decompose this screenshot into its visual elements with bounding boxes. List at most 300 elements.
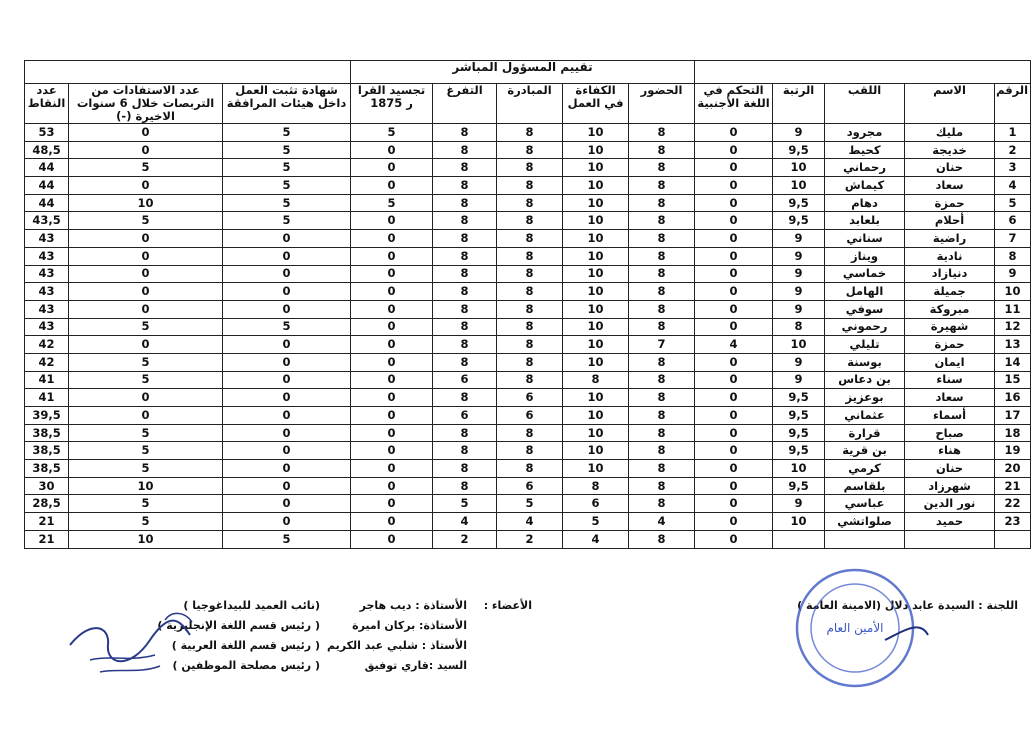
cell-points: 28,5 bbox=[25, 495, 69, 513]
cell-surname: كيماش bbox=[825, 177, 905, 195]
table-row bbox=[25, 336, 1031, 354]
evaluation-sheet bbox=[24, 60, 1029, 549]
cell-comp: 10 bbox=[563, 159, 629, 177]
cell-att: 8 bbox=[629, 283, 695, 301]
cell-ded: 4 bbox=[433, 513, 497, 531]
table-row bbox=[25, 353, 1031, 371]
cell-rank: 9,5 bbox=[773, 141, 825, 159]
cell-lang: 0 bbox=[695, 530, 773, 548]
cell-surname: عباسي bbox=[825, 495, 905, 513]
cell-comp: 10 bbox=[563, 424, 629, 442]
cell-cert: 0 bbox=[223, 371, 351, 389]
cell-points: 38,5 bbox=[25, 442, 69, 460]
cell-lang: 0 bbox=[695, 230, 773, 248]
cell-init: 4 bbox=[497, 513, 563, 531]
cell-surname: خماسي bbox=[825, 265, 905, 283]
cell-lang: 0 bbox=[695, 141, 773, 159]
cell-cert: 0 bbox=[223, 424, 351, 442]
cell-ded: 8 bbox=[433, 265, 497, 283]
cell-surname: بوعزيز bbox=[825, 389, 905, 407]
cell-embody: 0 bbox=[351, 477, 433, 495]
cell-points: 39,5 bbox=[25, 407, 69, 425]
cell-lang: 0 bbox=[695, 424, 773, 442]
cell-rank: 9 bbox=[773, 283, 825, 301]
cell-ded: 8 bbox=[433, 212, 497, 230]
cell-init: 6 bbox=[497, 389, 563, 407]
cell-comp: 10 bbox=[563, 283, 629, 301]
cell-init: 8 bbox=[497, 460, 563, 478]
cell-points: 44 bbox=[25, 159, 69, 177]
cell-ded: 5 bbox=[433, 495, 497, 513]
cell-lang: 0 bbox=[695, 247, 773, 265]
cell-att: 8 bbox=[629, 159, 695, 177]
cell-num: 10 bbox=[995, 283, 1031, 301]
cell-lang: 0 bbox=[695, 212, 773, 230]
cell-ded: 8 bbox=[433, 124, 497, 142]
cell-cert: 0 bbox=[223, 265, 351, 283]
cell-rank: 9,5 bbox=[773, 407, 825, 425]
cell-cert: 5 bbox=[223, 124, 351, 142]
cell-surname: تليلي bbox=[825, 336, 905, 354]
cell-att: 8 bbox=[629, 389, 695, 407]
cell-name: سناء bbox=[905, 371, 995, 389]
cell-surname: بن قرية bbox=[825, 442, 905, 460]
cell-comp: 10 bbox=[563, 407, 629, 425]
cell-comp: 10 bbox=[563, 141, 629, 159]
cell-surname: بوسنة bbox=[825, 353, 905, 371]
cell-name: سعاد bbox=[905, 177, 995, 195]
cell-name: جميلة bbox=[905, 283, 995, 301]
cell-train: 0 bbox=[69, 230, 223, 248]
cell-points: 42 bbox=[25, 353, 69, 371]
cell-init: 2 bbox=[497, 530, 563, 548]
cell-att: 8 bbox=[629, 353, 695, 371]
cell-init: 8 bbox=[497, 177, 563, 195]
cell-cert: 0 bbox=[223, 513, 351, 531]
cell-lang: 0 bbox=[695, 194, 773, 212]
cell-train: 5 bbox=[69, 424, 223, 442]
cell-init: 6 bbox=[497, 477, 563, 495]
cell-lang: 0 bbox=[695, 353, 773, 371]
cell-init: 8 bbox=[497, 371, 563, 389]
cell-embody: 0 bbox=[351, 141, 433, 159]
cell-ded: 8 bbox=[433, 159, 497, 177]
cell-surname: دهام bbox=[825, 194, 905, 212]
cell-embody: 0 bbox=[351, 230, 433, 248]
table-row bbox=[25, 300, 1031, 318]
cell-att: 8 bbox=[629, 407, 695, 425]
cell-embody: 0 bbox=[351, 495, 433, 513]
cell-init: 8 bbox=[497, 442, 563, 460]
cell-cert: 0 bbox=[223, 442, 351, 460]
members-label: الأعضاء : bbox=[483, 599, 532, 612]
table-row bbox=[25, 230, 1031, 248]
cell-points: 48,5 bbox=[25, 141, 69, 159]
cell-rank bbox=[773, 530, 825, 548]
cell-surname: كرمي bbox=[825, 460, 905, 478]
cell-points: 44 bbox=[25, 194, 69, 212]
cell-comp: 8 bbox=[563, 371, 629, 389]
group-header-row bbox=[25, 61, 1031, 84]
table-row bbox=[25, 283, 1031, 301]
cell-train: 5 bbox=[69, 371, 223, 389]
cell-train: 10 bbox=[69, 530, 223, 548]
cell-name: شهرزاد bbox=[905, 477, 995, 495]
cell-num: 1 bbox=[995, 124, 1031, 142]
cell-comp: 10 bbox=[563, 442, 629, 460]
cell-init: 8 bbox=[497, 230, 563, 248]
cell-points: 43 bbox=[25, 247, 69, 265]
cell-lang: 0 bbox=[695, 513, 773, 531]
cell-lang: 4 bbox=[695, 336, 773, 354]
cell-comp: 4 bbox=[563, 530, 629, 548]
cell-train: 0 bbox=[69, 247, 223, 265]
cell-num: 12 bbox=[995, 318, 1031, 336]
table-row bbox=[25, 318, 1031, 336]
cell-points: 42 bbox=[25, 336, 69, 354]
cell-cert: 0 bbox=[223, 300, 351, 318]
table-row bbox=[25, 389, 1031, 407]
cell-surname: مجرود bbox=[825, 124, 905, 142]
cell-num: 3 bbox=[995, 159, 1031, 177]
table-row bbox=[25, 460, 1031, 478]
cell-cert: 0 bbox=[223, 230, 351, 248]
cell-num: 18 bbox=[995, 424, 1031, 442]
cell-cert: 0 bbox=[223, 336, 351, 354]
cell-train: 5 bbox=[69, 353, 223, 371]
cell-rank: 9 bbox=[773, 495, 825, 513]
cell-name: راضية bbox=[905, 230, 995, 248]
cell-cert: 0 bbox=[223, 283, 351, 301]
cell-lang: 0 bbox=[695, 159, 773, 177]
cell-points: 44 bbox=[25, 177, 69, 195]
cell-lang: 0 bbox=[695, 477, 773, 495]
cell-comp: 10 bbox=[563, 353, 629, 371]
cell-num: 13 bbox=[995, 336, 1031, 354]
cell-points: 53 bbox=[25, 124, 69, 142]
cell-embody: 0 bbox=[351, 300, 433, 318]
cell-surname: قرارة bbox=[825, 424, 905, 442]
cell-init: 8 bbox=[497, 318, 563, 336]
cell-rank: 10 bbox=[773, 513, 825, 531]
cell-lang: 0 bbox=[695, 300, 773, 318]
cell-init: 8 bbox=[497, 336, 563, 354]
cell-embody: 5 bbox=[351, 194, 433, 212]
cell-cert: 5 bbox=[223, 141, 351, 159]
cell-num: 22 bbox=[995, 495, 1031, 513]
cell-cert: 0 bbox=[223, 407, 351, 425]
member-2-role: ( رئيس قسم اللغة الإنجليزية ) bbox=[157, 619, 320, 632]
cell-embody: 0 bbox=[351, 371, 433, 389]
cell-cert: 5 bbox=[223, 530, 351, 548]
cell-rank: 9,5 bbox=[773, 424, 825, 442]
cell-lang: 0 bbox=[695, 460, 773, 478]
cell-train: 0 bbox=[69, 389, 223, 407]
cell-init: 8 bbox=[497, 159, 563, 177]
cell-train: 0 bbox=[69, 265, 223, 283]
cell-embody: 0 bbox=[351, 407, 433, 425]
cell-num: 16 bbox=[995, 389, 1031, 407]
cell-name: خديجة bbox=[905, 141, 995, 159]
cell-points: 43 bbox=[25, 300, 69, 318]
cell-train: 5 bbox=[69, 460, 223, 478]
cell-rank: 9,5 bbox=[773, 442, 825, 460]
cell-att: 8 bbox=[629, 141, 695, 159]
cell-points: 41 bbox=[25, 371, 69, 389]
table-row bbox=[25, 513, 1031, 531]
cell-comp: 10 bbox=[563, 336, 629, 354]
cell-name: دنيازاد bbox=[905, 265, 995, 283]
table-row bbox=[25, 442, 1031, 460]
cell-train: 0 bbox=[69, 300, 223, 318]
cell-num bbox=[995, 530, 1031, 548]
cell-train: 0 bbox=[69, 336, 223, 354]
cell-name: أسماء bbox=[905, 407, 995, 425]
cell-num: 6 bbox=[995, 212, 1031, 230]
table-row bbox=[25, 141, 1031, 159]
cell-ded: 8 bbox=[433, 300, 497, 318]
cell-cert: 5 bbox=[223, 212, 351, 230]
cell-num: 19 bbox=[995, 442, 1031, 460]
cell-train: 0 bbox=[69, 124, 223, 142]
cell-rank: 9 bbox=[773, 353, 825, 371]
cell-name: صباح bbox=[905, 424, 995, 442]
table-row bbox=[25, 371, 1031, 389]
cell-ded: 8 bbox=[433, 424, 497, 442]
cell-cert: 5 bbox=[223, 318, 351, 336]
cell-rank: 9 bbox=[773, 230, 825, 248]
cell-embody: 0 bbox=[351, 283, 433, 301]
cell-att: 8 bbox=[629, 460, 695, 478]
member-4-name: السيد :قاري توفيق bbox=[364, 659, 467, 672]
cell-ded: 8 bbox=[433, 247, 497, 265]
cell-att: 8 bbox=[629, 442, 695, 460]
cell-surname: سوفي bbox=[825, 300, 905, 318]
cell-lang: 0 bbox=[695, 318, 773, 336]
cell-num: 20 bbox=[995, 460, 1031, 478]
member-3-role: ( رئيس قسم اللغة العربية ) bbox=[171, 639, 320, 652]
cell-comp: 10 bbox=[563, 212, 629, 230]
cell-att: 4 bbox=[629, 513, 695, 531]
cell-rank: 9 bbox=[773, 124, 825, 142]
cell-att: 8 bbox=[629, 424, 695, 442]
cell-att: 8 bbox=[629, 530, 695, 548]
cell-init: 8 bbox=[497, 141, 563, 159]
cell-train: 5 bbox=[69, 159, 223, 177]
cell-cert: 5 bbox=[223, 177, 351, 195]
cell-comp: 10 bbox=[563, 300, 629, 318]
cell-init: 8 bbox=[497, 283, 563, 301]
cell-init: 8 bbox=[497, 424, 563, 442]
cell-att: 8 bbox=[629, 247, 695, 265]
cell-num: 9 bbox=[995, 265, 1031, 283]
cell-name: أحلام bbox=[905, 212, 995, 230]
table-row bbox=[25, 495, 1031, 513]
cell-surname: رحموني bbox=[825, 318, 905, 336]
cell-train: 5 bbox=[69, 442, 223, 460]
cell-embody: 0 bbox=[351, 265, 433, 283]
cell-num: 15 bbox=[995, 371, 1031, 389]
cell-cert: 0 bbox=[223, 460, 351, 478]
cell-init: 8 bbox=[497, 353, 563, 371]
column-header: الكفاءة في العمل bbox=[563, 84, 629, 124]
cell-att: 8 bbox=[629, 194, 695, 212]
column-header: الاسم bbox=[905, 84, 995, 124]
cell-name bbox=[905, 530, 995, 548]
cell-ded: 6 bbox=[433, 371, 497, 389]
cell-name: حميد bbox=[905, 513, 995, 531]
cell-comp: 10 bbox=[563, 177, 629, 195]
cell-comp: 10 bbox=[563, 318, 629, 336]
cell-name: ايمان bbox=[905, 353, 995, 371]
cell-ded: 8 bbox=[433, 283, 497, 301]
cell-ded: 8 bbox=[433, 177, 497, 195]
table-row bbox=[25, 124, 1031, 142]
cell-embody: 0 bbox=[351, 353, 433, 371]
cell-train: 10 bbox=[69, 477, 223, 495]
cell-init: 8 bbox=[497, 212, 563, 230]
cell-embody: 0 bbox=[351, 530, 433, 548]
cell-surname: الهامل bbox=[825, 283, 905, 301]
table-row bbox=[25, 477, 1031, 495]
cell-ded: 8 bbox=[433, 477, 497, 495]
cell-points: 43 bbox=[25, 230, 69, 248]
column-header: شهادة تثبت العمل داخل هيئات المرافقة bbox=[223, 84, 351, 124]
cell-surname: سناني bbox=[825, 230, 905, 248]
cell-train: 0 bbox=[69, 283, 223, 301]
table-row bbox=[25, 194, 1031, 212]
cell-ded: 8 bbox=[433, 389, 497, 407]
cell-surname: صلواتشي bbox=[825, 513, 905, 531]
cell-rank: 9,5 bbox=[773, 389, 825, 407]
cell-att: 8 bbox=[629, 477, 695, 495]
cell-train: 5 bbox=[69, 212, 223, 230]
cell-surname: كحيط bbox=[825, 141, 905, 159]
table-row bbox=[25, 212, 1031, 230]
cell-att: 8 bbox=[629, 371, 695, 389]
cell-train: 0 bbox=[69, 177, 223, 195]
cell-num: 7 bbox=[995, 230, 1031, 248]
cell-points: 43,5 bbox=[25, 212, 69, 230]
cell-lang: 0 bbox=[695, 389, 773, 407]
cell-embody: 0 bbox=[351, 442, 433, 460]
cell-rank: 10 bbox=[773, 336, 825, 354]
cell-init: 8 bbox=[497, 247, 563, 265]
cell-num: 4 bbox=[995, 177, 1031, 195]
cell-rank: 10 bbox=[773, 159, 825, 177]
cell-comp: 10 bbox=[563, 124, 629, 142]
cell-name: حنان bbox=[905, 159, 995, 177]
cell-att: 8 bbox=[629, 177, 695, 195]
cell-points: 38,5 bbox=[25, 460, 69, 478]
cell-surname: رحماني bbox=[825, 159, 905, 177]
cell-init: 8 bbox=[497, 124, 563, 142]
cell-comp: 6 bbox=[563, 495, 629, 513]
cell-rank: 9 bbox=[773, 371, 825, 389]
member-3-name: الأستاذ : شلبي عبد الكريم bbox=[327, 639, 467, 652]
member-2-name: الأستاذة: بركان اميرة bbox=[352, 619, 467, 632]
cell-num: 2 bbox=[995, 141, 1031, 159]
cell-train: 0 bbox=[69, 141, 223, 159]
stamp-text: الأمين العام bbox=[826, 621, 884, 635]
cell-num: 5 bbox=[995, 194, 1031, 212]
cell-att: 8 bbox=[629, 318, 695, 336]
committee-president: اللجنة : السيدة عابد دلال (الامينة العامة ) bbox=[797, 599, 1018, 612]
cell-att: 8 bbox=[629, 300, 695, 318]
cell-cert: 5 bbox=[223, 159, 351, 177]
cell-train: 5 bbox=[69, 318, 223, 336]
column-header: عدد النقاط bbox=[25, 84, 69, 124]
table-row bbox=[25, 159, 1031, 177]
cell-name: هناء bbox=[905, 442, 995, 460]
member-1-role: (نائب العميد للبيداغوجيا ) bbox=[183, 599, 320, 612]
cell-init: 8 bbox=[497, 194, 563, 212]
cell-embody: 5 bbox=[351, 124, 433, 142]
cell-points: 38,5 bbox=[25, 424, 69, 442]
cell-att: 7 bbox=[629, 336, 695, 354]
column-header: عدد الاستفادات من التربصات خلال 6 سنوات الاخيرة (-) bbox=[69, 84, 223, 124]
cell-cert: 0 bbox=[223, 495, 351, 513]
cell-cert: 0 bbox=[223, 389, 351, 407]
cell-name: حمزة bbox=[905, 336, 995, 354]
cell-att: 8 bbox=[629, 230, 695, 248]
group-header: تقييم المسؤول المباشر bbox=[351, 61, 695, 84]
cell-num: 14 bbox=[995, 353, 1031, 371]
cell-surname: بلقاسم bbox=[825, 477, 905, 495]
cell-name: مليك bbox=[905, 124, 995, 142]
column-header: الحضور bbox=[629, 84, 695, 124]
cell-rank: 10 bbox=[773, 460, 825, 478]
table-row bbox=[25, 177, 1031, 195]
cell-embody: 0 bbox=[351, 212, 433, 230]
table-row bbox=[25, 265, 1031, 283]
cell-comp: 10 bbox=[563, 230, 629, 248]
cell-embody: 0 bbox=[351, 318, 433, 336]
cell-name: نادية bbox=[905, 247, 995, 265]
cell-embody: 0 bbox=[351, 460, 433, 478]
cell-rank: 8 bbox=[773, 318, 825, 336]
cell-comp: 10 bbox=[563, 265, 629, 283]
cell-lang: 0 bbox=[695, 495, 773, 513]
table-row bbox=[25, 424, 1031, 442]
cell-ded: 8 bbox=[433, 318, 497, 336]
cell-embody: 0 bbox=[351, 247, 433, 265]
cell-lang: 0 bbox=[695, 371, 773, 389]
cell-num: 17 bbox=[995, 407, 1031, 425]
cell-ded: 8 bbox=[433, 141, 497, 159]
cell-att: 8 bbox=[629, 495, 695, 513]
cell-cert: 0 bbox=[223, 477, 351, 495]
cell-lang: 0 bbox=[695, 124, 773, 142]
column-header: التحكم في اللغة الأجنبية bbox=[695, 84, 773, 124]
cell-ded: 6 bbox=[433, 407, 497, 425]
column-header: اللقب bbox=[825, 84, 905, 124]
cell-points: 43 bbox=[25, 283, 69, 301]
cell-train: 5 bbox=[69, 495, 223, 513]
cell-name: مبروكة bbox=[905, 300, 995, 318]
cell-rank: 9,5 bbox=[773, 194, 825, 212]
cell-cert: 5 bbox=[223, 194, 351, 212]
cell-ded: 2 bbox=[433, 530, 497, 548]
cell-train: 10 bbox=[69, 194, 223, 212]
cell-name: شهيرة bbox=[905, 318, 995, 336]
member-4-role: ( رئيس مصلحة الموظفين ) bbox=[172, 659, 320, 672]
cell-points: 43 bbox=[25, 318, 69, 336]
cell-cert: 0 bbox=[223, 353, 351, 371]
column-header: الرتبة bbox=[773, 84, 825, 124]
cell-ded: 8 bbox=[433, 442, 497, 460]
cell-surname: عثماني bbox=[825, 407, 905, 425]
